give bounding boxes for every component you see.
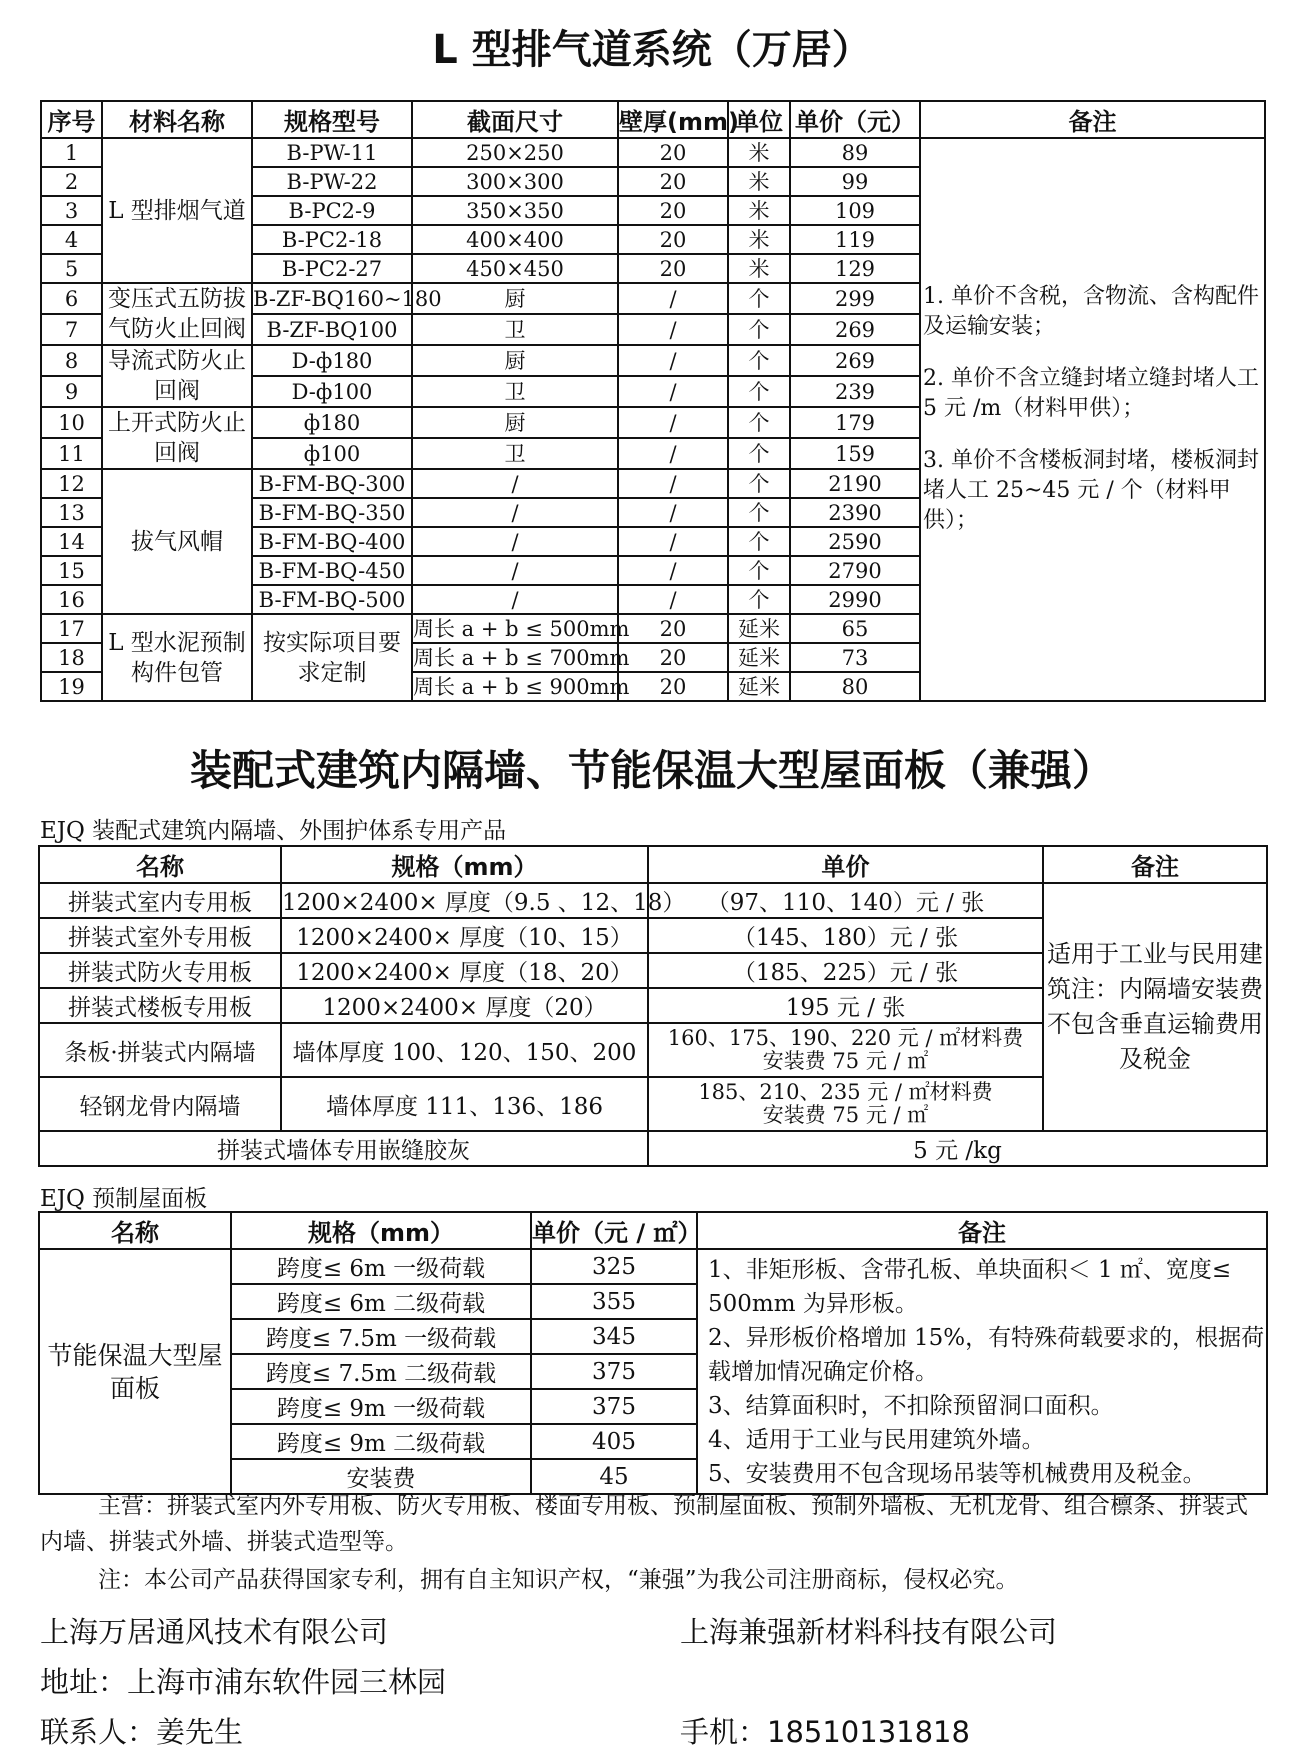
unit: 个 — [728, 469, 790, 498]
header-col-price: 单价（元 / ㎡） — [531, 1212, 697, 1249]
section-size: 周长 a + b ≤ 900mm — [412, 672, 618, 701]
unit-price: 375 — [531, 1354, 697, 1389]
row-index: 2 — [41, 167, 102, 196]
unit-price: 119 — [790, 225, 920, 254]
partition-price-table — [38, 845, 1268, 1167]
header-col-model: 规格型号 — [252, 101, 412, 138]
row-index: 9 — [41, 376, 102, 407]
model-spec: D-ф180 — [252, 345, 412, 376]
patent-notice: 注：本公司产品获得国家专利，拥有自主知识产权，“兼强”为我公司注册商标，侵权必究。 — [98, 1567, 1019, 1593]
section-size: 250×250 — [412, 138, 618, 167]
install-cost: 安装费 75 元 / ㎡ — [762, 1103, 929, 1127]
unit: 个 — [728, 498, 790, 527]
company-left-name: 上海万居通风技术有限公司 — [40, 1615, 389, 1649]
model-spec: B-ZF-BQ160~180 — [252, 283, 412, 314]
business-scope: 主营：拼装式室内外专用板、防火专用板、楼面专用板、预制屋面板、预制外墙板、无机龙骨、组合檩条、拼装式内墙、拼装式外墙、拼装式造型等。 — [40, 1493, 1248, 1555]
section-size: 卫 — [412, 314, 618, 345]
model-spec: B-PC2-18 — [252, 225, 412, 254]
unit-price: 269 — [790, 314, 920, 345]
row-index: 11 — [41, 438, 102, 469]
table-row — [39, 1131, 1267, 1166]
unit: 米 — [728, 196, 790, 225]
wall-thickness: / — [618, 498, 728, 527]
row-index: 4 — [41, 225, 102, 254]
wall-thickness: 20 — [618, 138, 728, 167]
product-spec: 1200×2400× 厚度（20） — [281, 988, 648, 1023]
table-row — [41, 138, 1265, 167]
header-col-price: 单价（元） — [790, 101, 920, 138]
header-col-unit: 单位 — [728, 101, 790, 138]
product-name: 拼装式墙体专用嵌缝胶灰 — [39, 1131, 648, 1166]
header-col-remark: 备注 — [697, 1212, 1267, 1249]
section-size: 300×300 — [412, 167, 618, 196]
unit-price: 2390 — [790, 498, 920, 527]
row-index: 10 — [41, 407, 102, 438]
row-index: 12 — [41, 469, 102, 498]
remarks-cell — [697, 1249, 1267, 1494]
product-price: （185、225）元 / 张 — [648, 953, 1043, 988]
unit-price: 73 — [790, 643, 920, 672]
model-spec: B-PW-22 — [252, 167, 412, 196]
model-spec: B-FM-BQ-300 — [252, 469, 412, 498]
header-col-name: 名称 — [39, 1212, 231, 1249]
material-name: L 型水泥预制构件包管 — [102, 614, 252, 701]
wall-thickness: 20 — [618, 196, 728, 225]
model-spec: D-ф100 — [252, 376, 412, 407]
unit-price: 239 — [790, 376, 920, 407]
wall-thickness: 20 — [618, 167, 728, 196]
header-col-price: 单价 — [648, 846, 1043, 883]
wall-thickness: 20 — [618, 672, 728, 701]
product-price — [648, 1023, 1043, 1077]
company-address: 地址：上海市浦东软件园三林园 — [40, 1665, 447, 1699]
product-price: （97、110、140）元 / 张 — [648, 883, 1043, 918]
material-name: 导流式防火止回阀 — [102, 345, 252, 407]
row-index: 17 — [41, 614, 102, 643]
section-size: 周长 a + b ≤ 500mm — [412, 614, 618, 643]
header-col-remark: 备注 — [920, 101, 1265, 138]
product-spec: 墙体厚度 100、120、150、200 — [281, 1023, 648, 1077]
model-spec: ф100 — [252, 438, 412, 469]
material-name: 拔气风帽 — [102, 469, 252, 614]
unit-price: 269 — [790, 345, 920, 376]
unit: 个 — [728, 314, 790, 345]
wall-thickness: / — [618, 469, 728, 498]
section-size: 厨 — [412, 345, 618, 376]
remark-note: 1、非矩形板、含带孔板、单块面积＜ 1 ㎡、宽度≤ 500mm 为异形板。 — [708, 1256, 1232, 1317]
product-name: 拼装式楼板专用板 — [39, 988, 281, 1023]
wall-thickness: 20 — [618, 254, 728, 283]
section-size: / — [412, 527, 618, 556]
table-row — [39, 883, 1267, 918]
unit: 延米 — [728, 643, 790, 672]
unit-price: 129 — [790, 254, 920, 283]
span-load-spec: 跨度≤ 7.5m 一级荷载 — [231, 1319, 531, 1354]
unit-price: 325 — [531, 1249, 697, 1284]
material-name: 变压式五防拔气防火止回阀 — [102, 283, 252, 345]
wall-thickness: / — [618, 585, 728, 614]
header-col-section: 截面尺寸 — [412, 101, 618, 138]
span-load-spec: 安装费 — [231, 1459, 531, 1494]
wall-thickness: / — [618, 527, 728, 556]
header-col-index: 序号 — [41, 101, 102, 138]
unit: 延米 — [728, 672, 790, 701]
model-spec: B-PW-11 — [252, 138, 412, 167]
remarks-cell: 适用于工业与民用建筑注：内隔墙安装费不包含垂直运输费用及税金 — [1043, 883, 1267, 1131]
company-phone: 手机：18510131818 — [680, 1715, 970, 1749]
section-size: / — [412, 556, 618, 585]
section-size: 350×350 — [412, 196, 618, 225]
row-index: 19 — [41, 672, 102, 701]
section-size: 周长 a + b ≤ 700mm — [412, 643, 618, 672]
unit: 米 — [728, 225, 790, 254]
unit-price: 179 — [790, 407, 920, 438]
section-size: 厨 — [412, 283, 618, 314]
row-index: 13 — [41, 498, 102, 527]
unit-price: 80 — [790, 672, 920, 701]
model-spec: B-FM-BQ-400 — [252, 527, 412, 556]
unit-price: 109 — [790, 196, 920, 225]
exhaust-price-table — [40, 100, 1266, 702]
model-spec: B-FM-BQ-450 — [252, 556, 412, 585]
unit: 个 — [728, 407, 790, 438]
model-spec: B-FM-BQ-350 — [252, 498, 412, 527]
product-price: 195 元 / 张 — [648, 988, 1043, 1023]
span-load-spec: 跨度≤ 6m 二级荷载 — [231, 1284, 531, 1319]
section-size: / — [412, 469, 618, 498]
unit: 米 — [728, 138, 790, 167]
product-name: 节能保温大型屋面板 — [39, 1249, 231, 1494]
unit-price: 99 — [790, 167, 920, 196]
wall-thickness: / — [618, 283, 728, 314]
material-cost: 185、210、235 元 / ㎡材料费 — [698, 1080, 993, 1104]
caption-partition-products: EJQ 装配式建筑内隔墙、外围护体系专用产品 — [40, 818, 507, 844]
section-size: 400×400 — [412, 225, 618, 254]
section-size: 卫 — [412, 376, 618, 407]
span-load-spec: 跨度≤ 7.5m 二级荷载 — [231, 1354, 531, 1389]
unit-price: 2790 — [790, 556, 920, 585]
header-col-spec: 规格（mm） — [281, 846, 648, 883]
product-spec: 墙体厚度 111、136、186 — [281, 1077, 648, 1131]
unit-price: 89 — [790, 138, 920, 167]
remark-note: 3、结算面积时，不扣除预留洞口面积。 — [708, 1392, 1114, 1419]
wall-thickness: / — [618, 314, 728, 345]
caption-roof-panels: EJQ 预制屋面板 — [40, 1186, 208, 1212]
title-exhaust-system: L 型排气道系统（万居） — [432, 27, 872, 73]
model-spec: B-PC2-9 — [252, 196, 412, 225]
header-col-material: 材料名称 — [102, 101, 252, 138]
wall-thickness: / — [618, 438, 728, 469]
unit: 个 — [728, 556, 790, 585]
unit-price: 2190 — [790, 469, 920, 498]
remark-note: 4、适用于工业与民用建筑外墙。 — [708, 1426, 1045, 1453]
remark-note: 1. 单价不含税，含物流、含构配件及运输安装； — [923, 283, 1259, 339]
material-name: L 型排烟气道 — [102, 138, 252, 283]
remark-note: 2、异形板价格增加 15%，有特殊荷载要求的，根据荷载增加情况确定价格。 — [708, 1324, 1265, 1385]
unit: 个 — [728, 527, 790, 556]
section-size: 厨 — [412, 407, 618, 438]
header-col-name: 名称 — [39, 846, 281, 883]
unit-price: 375 — [531, 1389, 697, 1424]
unit-price: 45 — [531, 1459, 697, 1494]
product-spec: 1200×2400× 厚度（10、15） — [281, 918, 648, 953]
wall-thickness: / — [618, 556, 728, 585]
product-price: （145、180）元 / 张 — [648, 918, 1043, 953]
unit-price: 2990 — [790, 585, 920, 614]
company-right-name: 上海兼强新材料科技有限公司 — [680, 1615, 1058, 1649]
wall-thickness: / — [618, 345, 728, 376]
unit: 米 — [728, 254, 790, 283]
product-name: 拼装式室外专用板 — [39, 918, 281, 953]
span-load-spec: 跨度≤ 9m 一级荷载 — [231, 1389, 531, 1424]
remark-note: 3. 单价不含楼板洞封堵，楼板洞封堵人工 25~45 元 / 个（材料甲供）； — [923, 447, 1259, 533]
row-index: 18 — [41, 643, 102, 672]
install-cost: 安装费 75 元 / ㎡ — [762, 1049, 929, 1073]
section-size: 卫 — [412, 438, 618, 469]
wall-thickness: / — [618, 376, 728, 407]
section-size: 450×450 — [412, 254, 618, 283]
unit-price: 299 — [790, 283, 920, 314]
row-index: 8 — [41, 345, 102, 376]
row-index: 1 — [41, 138, 102, 167]
material-name: 上开式防火止回阀 — [102, 407, 252, 469]
product-name: 条板·拼装式内隔墙 — [39, 1023, 281, 1077]
product-price — [648, 1077, 1043, 1131]
roof-panel-price-table — [38, 1211, 1268, 1495]
unit-price: 405 — [531, 1424, 697, 1459]
header-col-thickness: 壁厚(mm) — [618, 101, 728, 138]
row-index: 3 — [41, 196, 102, 225]
unit-price: 65 — [790, 614, 920, 643]
row-index: 5 — [41, 254, 102, 283]
product-price: 5 元 /kg — [648, 1131, 1267, 1166]
unit-price: 159 — [790, 438, 920, 469]
remarks-cell — [920, 138, 1265, 701]
unit: 个 — [728, 438, 790, 469]
unit: 米 — [728, 167, 790, 196]
product-name: 拼装式防火专用板 — [39, 953, 281, 988]
unit: 个 — [728, 283, 790, 314]
header-col-remark: 备注 — [1043, 846, 1267, 883]
unit-price: 345 — [531, 1319, 697, 1354]
row-index: 15 — [41, 556, 102, 585]
row-index: 6 — [41, 283, 102, 314]
section-size: / — [412, 498, 618, 527]
material-cost: 160、175、190、220 元 / ㎡材料费 — [667, 1026, 1024, 1050]
product-name: 轻钢龙骨内隔墙 — [39, 1077, 281, 1131]
header-col-spec: 规格（mm） — [231, 1212, 531, 1249]
span-load-spec: 跨度≤ 9m 二级荷载 — [231, 1424, 531, 1459]
unit: 个 — [728, 585, 790, 614]
model-spec: B-FM-BQ-500 — [252, 585, 412, 614]
wall-thickness: 20 — [618, 225, 728, 254]
unit: 个 — [728, 345, 790, 376]
model-spec: B-ZF-BQ100 — [252, 314, 412, 345]
unit: 延米 — [728, 614, 790, 643]
row-index: 16 — [41, 585, 102, 614]
wall-thickness: / — [618, 407, 728, 438]
row-index: 14 — [41, 527, 102, 556]
product-name: 拼装式室内专用板 — [39, 883, 281, 918]
wall-thickness: 20 — [618, 614, 728, 643]
product-spec: 1200×2400× 厚度（9.5 、12、18） — [281, 883, 648, 918]
remark-note: 5、安装费用不包含现场吊装等机械费用及税金。 — [708, 1460, 1206, 1487]
model-spec: ф180 — [252, 407, 412, 438]
unit-price: 2590 — [790, 527, 920, 556]
span-load-spec: 跨度≤ 6m 一级荷载 — [231, 1249, 531, 1284]
wall-thickness: 20 — [618, 643, 728, 672]
table-row — [39, 1249, 1267, 1284]
title-partition-roof: 装配式建筑内隔墙、节能保温大型屋面板（兼强） — [189, 746, 1114, 795]
remark-note: 2. 单价不含立缝封堵立缝封堵人工 5 元 /m（材料甲供）； — [923, 365, 1259, 421]
section-size: / — [412, 585, 618, 614]
unit: 个 — [728, 376, 790, 407]
row-index: 7 — [41, 314, 102, 345]
unit-price: 355 — [531, 1284, 697, 1319]
product-spec: 1200×2400× 厚度（18、20） — [281, 953, 648, 988]
company-contact: 联系人：姜先生 — [40, 1715, 244, 1749]
model-spec: B-PC2-27 — [252, 254, 412, 283]
model-spec-custom: 按实际项目要求定制 — [252, 614, 412, 701]
